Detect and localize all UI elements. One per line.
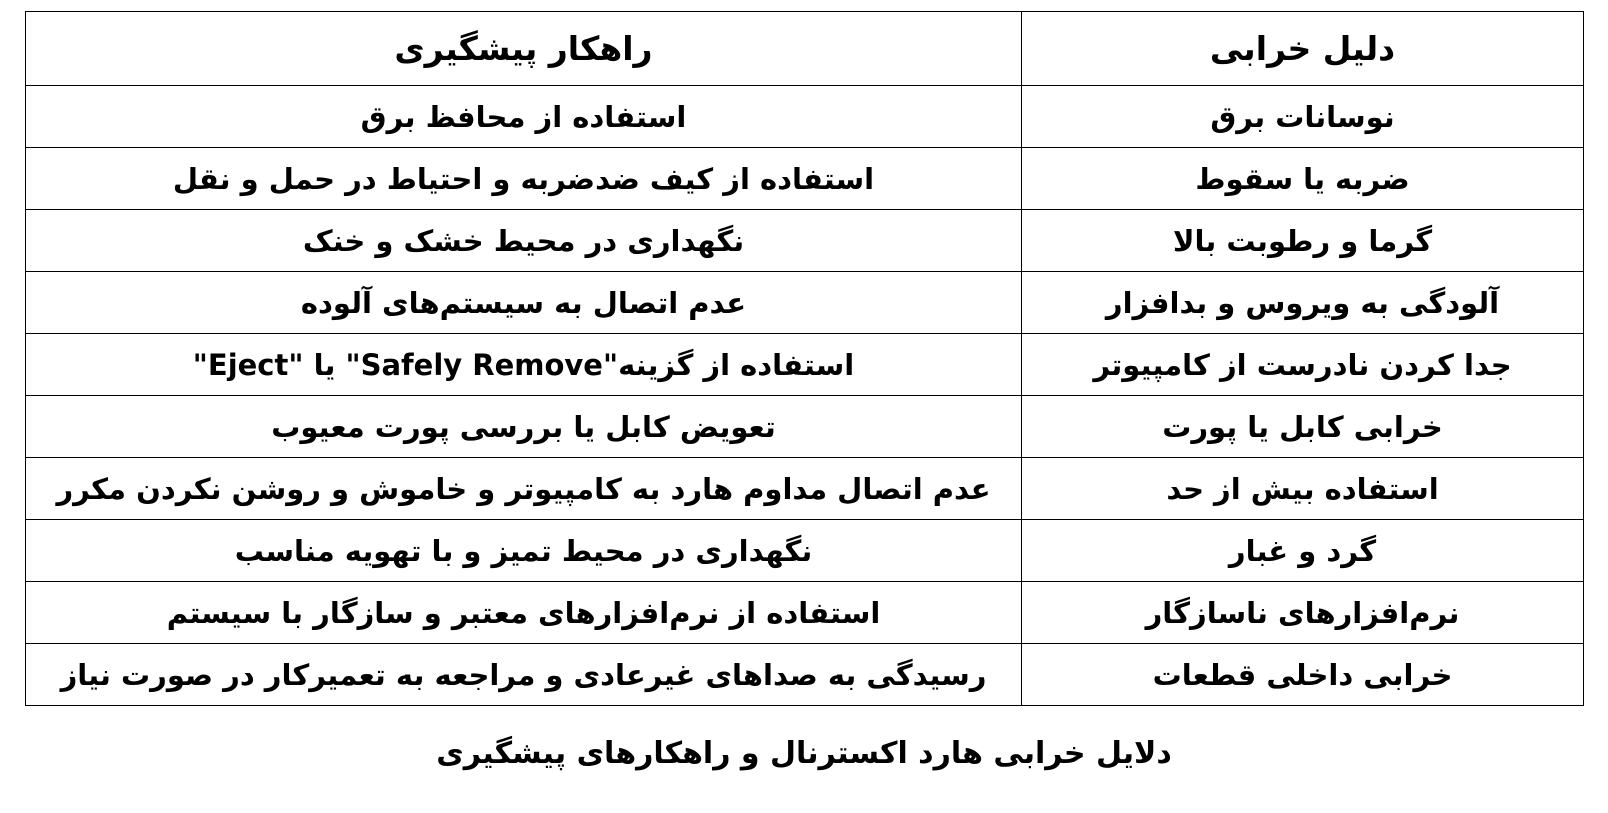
cause-cell: نرم‌افزارهای ناسازگار <box>1022 582 1584 644</box>
solution-cell: استفاده از کیف ضدضربه و احتیاط در حمل و نقل <box>26 148 1022 210</box>
causes-prevention-table <box>25 11 1584 706</box>
solution-cell: استفاده از نرم‌افزارهای معتبر و سازگار با سیستم <box>26 582 1022 644</box>
cause-cell: استفاده بیش از حد <box>1022 458 1584 520</box>
table-row <box>26 334 1584 396</box>
causes-table-container <box>25 11 1583 706</box>
cause-cell: ضربه یا سقوط <box>1022 148 1584 210</box>
table-row <box>26 210 1584 272</box>
cause-cell: گرما و رطوبت بالا <box>1022 210 1584 272</box>
table-row <box>26 86 1584 148</box>
table-row <box>26 644 1584 706</box>
cause-cell: خرابی داخلی قطعات <box>1022 644 1584 706</box>
table-row <box>26 582 1584 644</box>
table-caption: دلایل خرابی هارد اکسترنال و راهکارهای پیشگیری <box>436 736 1172 771</box>
cause-cell: آلودگی به ویروس و بدافزار <box>1022 272 1584 334</box>
table-row <box>26 396 1584 458</box>
table-row <box>26 520 1584 582</box>
cause-cell: گرد و غبار <box>1022 520 1584 582</box>
table-row <box>26 458 1584 520</box>
solution-cell: عدم اتصال مداوم هارد به کامپیوتر و خاموش و روشن نکردن مکرر <box>26 458 1022 520</box>
cause-cell: خرابی کابل یا پورت <box>1022 396 1584 458</box>
cause-cell: جدا کردن نادرست از کامپیوتر <box>1022 334 1584 396</box>
header-solution: راهکار پیشگیری <box>26 12 1022 86</box>
solution-cell: نگهداری در محیط خشک و خنک <box>26 210 1022 272</box>
solution-cell: رسیدگی به صداهای غیرعادی و مراجعه به تعمیرکار در صورت نیاز <box>26 644 1022 706</box>
solution-cell: استفاده از گزینه"Safely Remove" یا "Eject" <box>26 334 1022 396</box>
solution-cell: نگهداری در محیط تمیز و با تهویه مناسب <box>26 520 1022 582</box>
solution-cell: تعویض کابل یا بررسی پورت معیوب <box>26 396 1022 458</box>
solution-cell: استفاده از محافظ برق <box>26 86 1022 148</box>
cause-cell: نوسانات برق <box>1022 86 1584 148</box>
header-cause: دلیل خرابی <box>1022 12 1584 86</box>
table-row <box>26 148 1584 210</box>
table-row <box>26 272 1584 334</box>
solution-cell: عدم اتصال به سیستم‌های آلوده <box>26 272 1022 334</box>
table-header-row <box>26 12 1584 86</box>
